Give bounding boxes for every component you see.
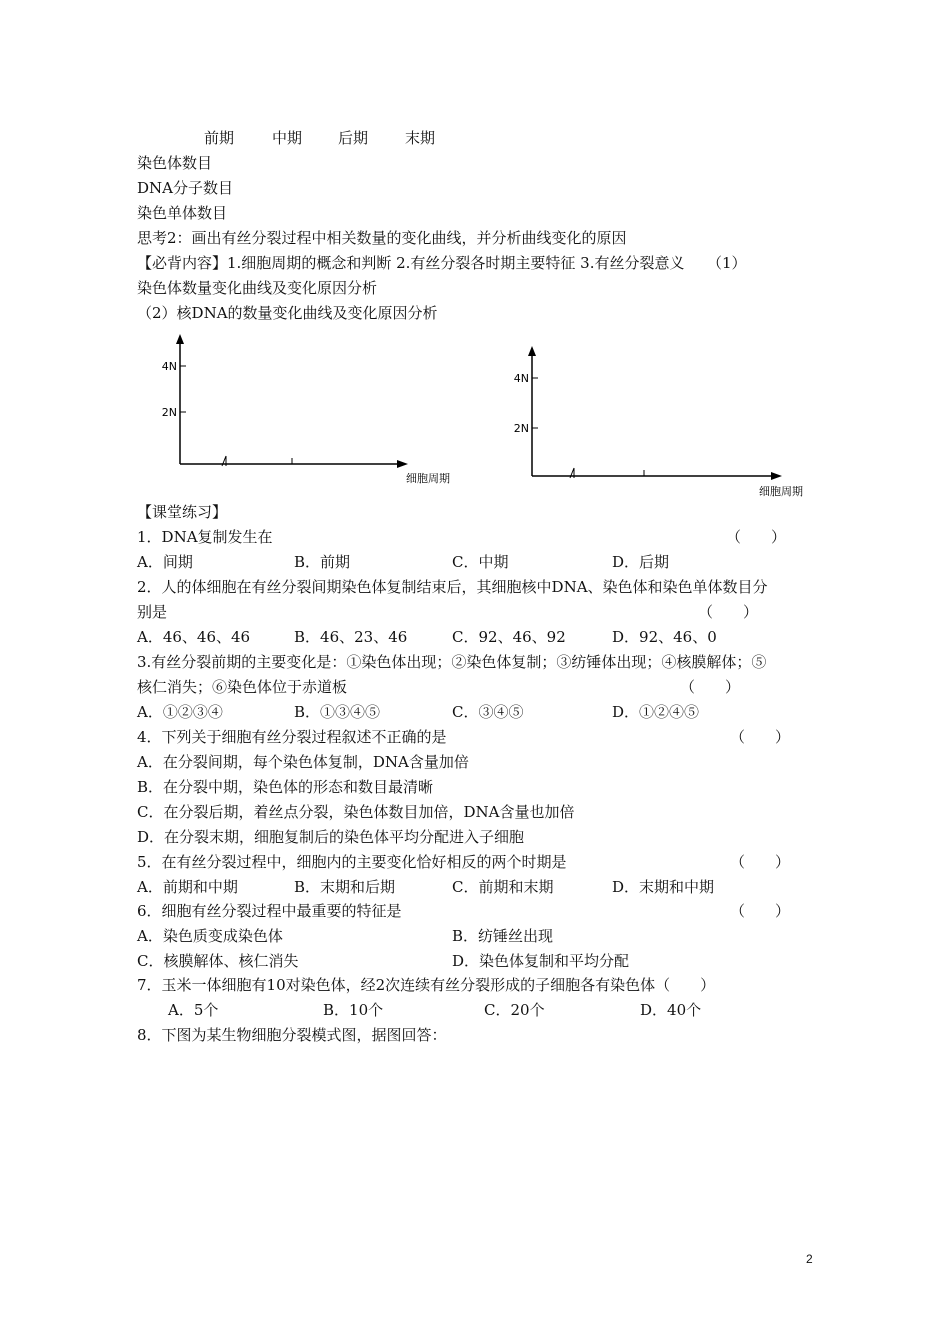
phase-header-metaphase: 中期 <box>272 129 303 147</box>
option-a: A．5个 <box>168 1001 219 1019</box>
option-d: D．后期 <box>612 553 670 571</box>
option-d: D．①②④⑤ <box>612 703 700 721</box>
option-d: D．染色体复制和平均分配 <box>452 952 630 970</box>
answer-blank: （ ） <box>730 728 791 746</box>
y-tick-label: 2N <box>161 406 177 419</box>
answer-blank: （ ） <box>680 678 741 696</box>
option-a: A．间期 <box>137 553 193 571</box>
question-3-stem: 3.有丝分裂前期的主要变化是：①染色体出现；②染色体复制；③纺锤体出现；④核膜解体；⑤ <box>137 653 767 671</box>
phase-header-prophase: 前期 <box>204 129 235 147</box>
y-tick-label: 4N <box>513 372 529 385</box>
option-d: D．92、46、0 <box>612 628 717 646</box>
option-b: B．末期和后期 <box>294 878 396 896</box>
option-a: A．46、46、46 <box>137 628 251 646</box>
table-row-label: DNA分子数目 <box>137 179 233 197</box>
option-b: B．10个 <box>323 1001 384 1019</box>
option-c: C．中期 <box>452 553 509 571</box>
x-axis-label: 细胞周期 <box>759 485 803 498</box>
option-b: B．纺锤丝出现 <box>452 927 554 945</box>
phase-header-row <box>0 128 950 148</box>
option-c: C．核膜解体、核仁消失 <box>137 952 299 970</box>
chromosome-count-graph <box>150 330 470 490</box>
question-6-stem: 6．细胞有丝分裂过程中最重要的特征是 <box>137 902 402 920</box>
option-a: A．①②③④ <box>137 703 223 721</box>
option-d: D．末期和中期 <box>612 878 715 896</box>
phase-header-anaphase: 后期 <box>338 129 369 147</box>
option-c: C．③④⑤ <box>452 703 524 721</box>
page-number: 2 <box>806 1252 813 1266</box>
option-d: D．40个 <box>640 1001 702 1019</box>
y-axis-arrow-icon <box>176 334 184 344</box>
question-3-stem-cont: 核仁消失；⑥染色体位于赤道板 <box>137 678 348 696</box>
dna-count-graph <box>502 340 822 505</box>
option-a: A．染色质变成染色体 <box>137 927 283 945</box>
question-1-stem: 1．DNA复制发生在 <box>137 528 273 546</box>
option-b: B．在分裂中期，染色体的形态和数目最清晰 <box>137 778 434 796</box>
option-c: C．92、46、92 <box>452 628 566 646</box>
question-7-stem: 7．玉米一体细胞有10对染色体，经2次连续有丝分裂形成的子细胞各有染色体（ ） <box>137 976 716 994</box>
answer-blank: （ ） <box>726 528 787 546</box>
table-row-label: 染色单体数目 <box>137 204 228 222</box>
option-b: B．前期 <box>294 553 351 571</box>
answer-blank: （ ） <box>730 853 791 871</box>
phase-header-telophase: 末期 <box>405 129 436 147</box>
option-b: B．①③④⑤ <box>294 703 381 721</box>
x-axis-arrow-icon <box>397 460 408 468</box>
question-5-stem: 5．在有丝分裂过程中，细胞内的主要变化恰好相反的两个时期是 <box>137 853 567 871</box>
must-memorize-line: 【必背内容】1.细胞周期的概念和判断 2.有丝分裂各时期主要特征 3.有丝分裂意义 （1） <box>137 254 747 272</box>
option-a: A．在分裂间期，每个染色体复制，DNA含量加倍 <box>137 753 469 771</box>
option-a: A．前期和中期 <box>137 878 238 896</box>
answer-blank: （ ） <box>698 603 759 621</box>
option-c: C．在分裂后期，着丝点分裂，染色体数目加倍，DNA含量也加倍 <box>137 803 575 821</box>
y-tick-label: 2N <box>513 422 529 435</box>
question-4-stem: 4．下列关于细胞有丝分裂过程叙述不正确的是 <box>137 728 447 746</box>
must-memorize-line: （2）核DNA的数量变化曲线及变化原因分析 <box>137 304 438 322</box>
option-b: B．46、23、46 <box>294 628 408 646</box>
option-c: C．前期和末期 <box>452 878 554 896</box>
think-prompt: 思考2：画出有丝分裂过程中相关数量的变化曲线，并分析曲线变化的原因 <box>137 229 627 247</box>
table-row-label: 染色体数目 <box>137 154 213 172</box>
y-axis-arrow-icon <box>528 346 536 356</box>
option-d: D．在分裂末期，细胞复制后的染色体平均分配进入子细胞 <box>137 828 525 846</box>
answer-blank: （ ） <box>730 902 791 920</box>
x-axis-arrow-icon <box>771 472 782 480</box>
y-tick-label: 4N <box>161 360 177 373</box>
practice-title: 【课堂练习】 <box>137 503 228 521</box>
question-2-stem-cont: 别是 <box>137 603 168 621</box>
option-c: C．20个 <box>484 1001 545 1019</box>
question-2-stem: 2．人的体细胞在有丝分裂间期染色体复制结束后，其细胞核中DNA、染色体和染色单体数目分 <box>137 578 768 596</box>
must-memorize-line: 染色体数量变化曲线及变化原因分析 <box>137 279 378 297</box>
x-axis-label: 细胞周期 <box>406 472 450 485</box>
question-8-stem: 8．下图为某生物细胞分裂模式图，据图回答： <box>137 1026 447 1044</box>
